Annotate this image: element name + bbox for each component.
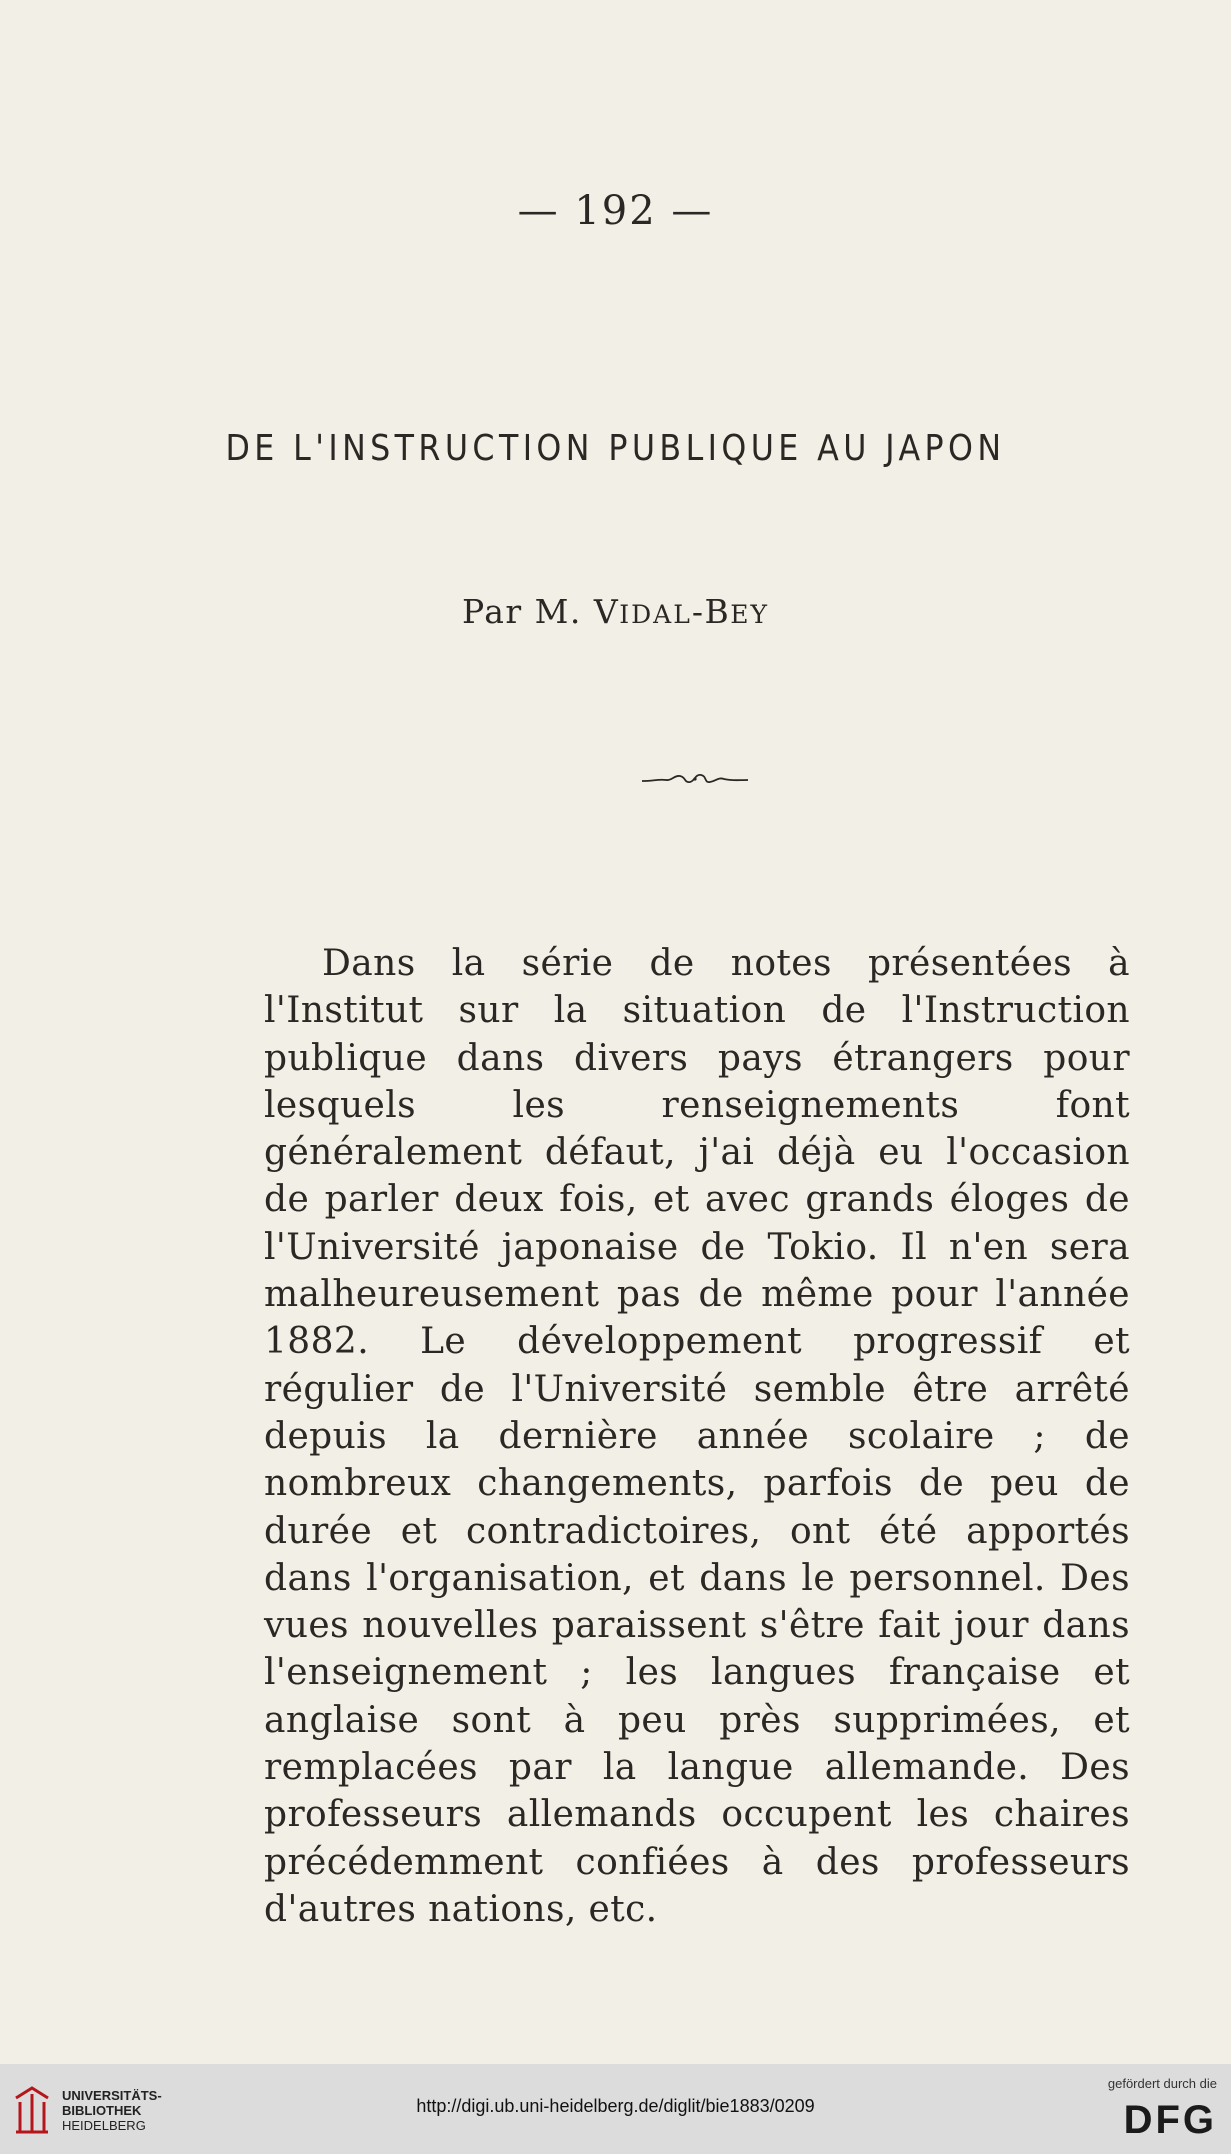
source-url-link[interactable]: http://digi.ub.uni-heidelberg.de/diglit/bie1883/0209 bbox=[416, 2096, 815, 2116]
author-initial-2: B bbox=[704, 592, 731, 631]
page-number: — 192 — bbox=[517, 188, 714, 234]
library-line-1: UNIVERSITÄTS- bbox=[62, 2088, 162, 2103]
ornament-divider bbox=[640, 770, 750, 788]
author-rest-2: EY bbox=[730, 600, 770, 629]
author-rest-1: IDAL bbox=[619, 600, 692, 629]
article-title: DE L'INSTRUCTION PUBLIQUE AU JAPON bbox=[225, 428, 1006, 469]
library-line-2: BIBLIOTHEK bbox=[62, 2103, 142, 2118]
library-line-3: HEIDELBERG bbox=[62, 2118, 146, 2133]
body-paragraph: Dans la série de notes présentées à l'Institut sur la situation de l'Instruction publique dans divers pays étrangers pour lesquels les renseignements font généralement défaut, j'ai déjà eu l'occasion de parler deux fois, et avec grands éloges de l'Université japonaise de Tokio. Il n'en sera malheureusement pas de même pour l'année 1882. Le développement progressif et régulier de l'Université semble être arrêté depuis la dernière année scolaire ; de nombreux changements, parfois de peu de durée et contradictoires, ont été apportés dans l'organisation, et dans le personnel. Des vues nouvelles paraissent s'être fait jour dans l'enseignement ; les langues française et anglaise sont à peu près supprimées, et remplacées par la langue allemande. Des professeurs allemands occupent les chaires précédemment confiées à des professeurs d'autres nations, etc. bbox=[264, 943, 1130, 1930]
author-initial-1: V bbox=[593, 592, 620, 631]
digitization-footer bbox=[0, 2064, 1231, 2154]
author-prefix: Par M. bbox=[461, 592, 582, 631]
funded-by-label: gefördert durch die bbox=[1107, 2076, 1217, 2091]
dfg-logo: DFG bbox=[1123, 2098, 1217, 2142]
author-name bbox=[594, 592, 769, 631]
article-author bbox=[0, 592, 1231, 631]
author-separator: - bbox=[691, 592, 705, 631]
